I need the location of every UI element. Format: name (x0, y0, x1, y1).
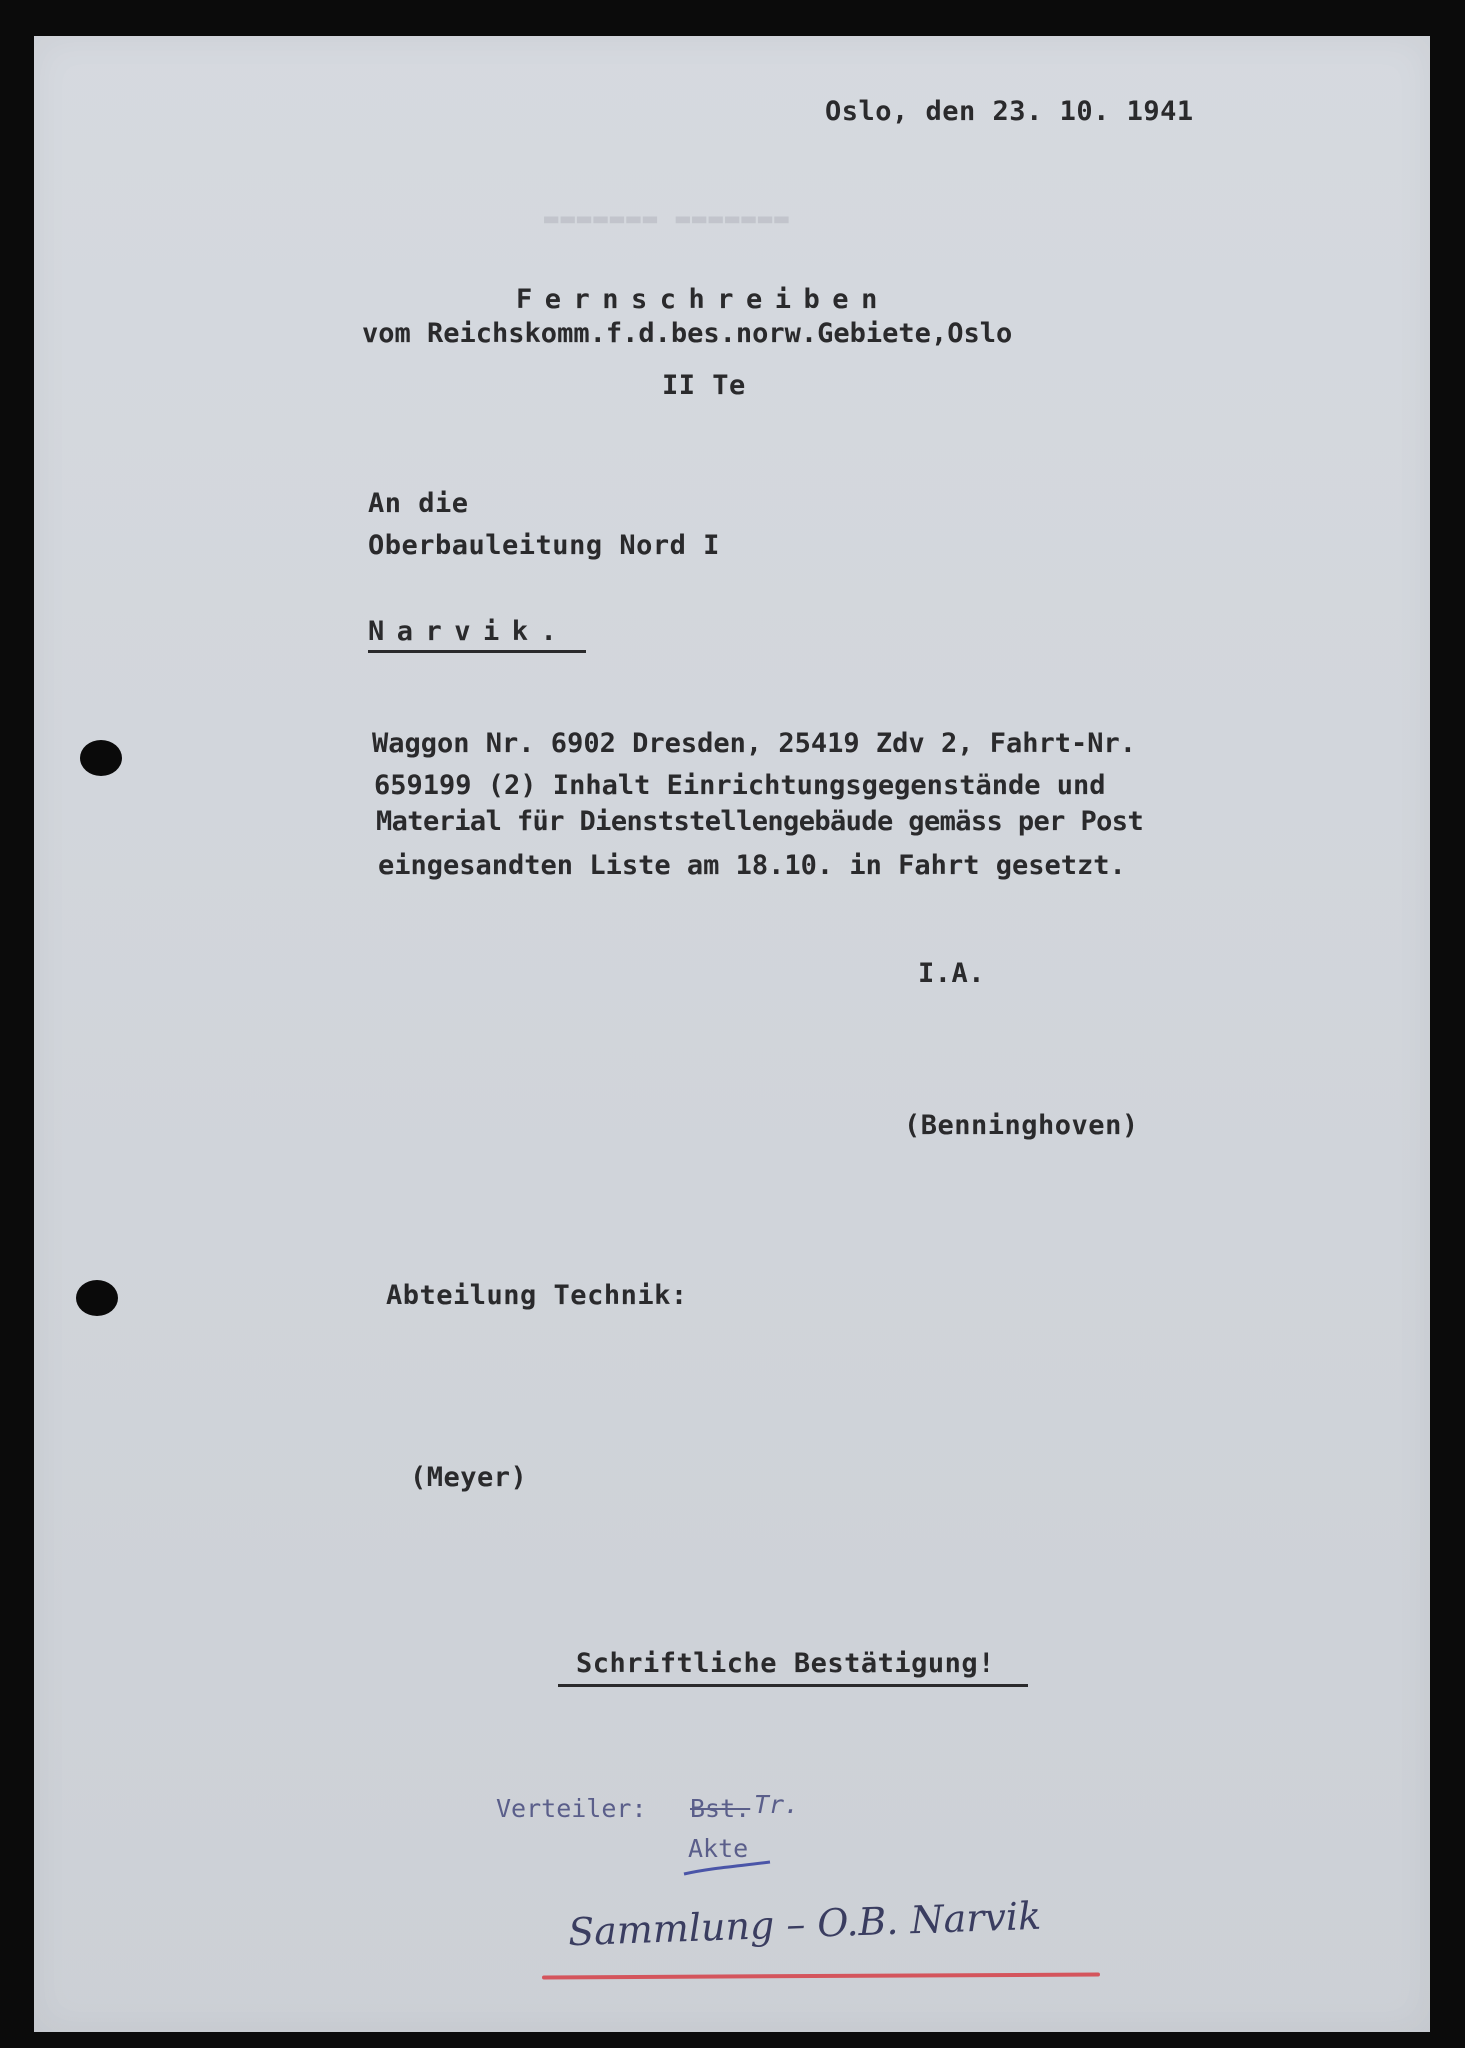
confirmation-underline (558, 1684, 1028, 1687)
signature-name: (Benninghoven) (904, 1110, 1139, 1141)
punch-hole-top (80, 740, 122, 776)
distribution-hand-note: Tr. (754, 1790, 800, 1819)
department-signatory: (Meyer) (410, 1462, 528, 1493)
bleed-through-mark: ▬▬▬▬▬▬▬ ▬▬▬▬▬▬▬ (544, 204, 791, 232)
distribution-akte: Akte (688, 1834, 749, 1863)
recipient-line-2: Oberbauleitung Nord I (368, 530, 720, 561)
body-line-1: Waggon Nr. 6902 Dresden, 25419 Zdv 2, Fahrt-Nr. (372, 728, 1137, 759)
confirmation-note: Schriftliche Bestätigung! (576, 1648, 995, 1679)
department-code: II Te (662, 370, 746, 401)
date-line: Oslo, den 23. 10. 1941 (825, 96, 1194, 127)
punch-hole-bottom (76, 1280, 118, 1316)
city-underline (368, 650, 586, 653)
distribution-struck-entry: Bst. (690, 1794, 751, 1823)
body-line-4: eingesandten Liste am 18.10. in Fahrt gesetzt. (378, 850, 1126, 881)
akte-underline-mark (680, 1858, 776, 1880)
body-line-3: Material für Dienststellengebäude gemäss per Post (376, 806, 1144, 837)
body-line-2: 659199 (2) Inhalt Einrichtungsgegenstände und (374, 770, 1106, 801)
recipient-city: Narvik. (368, 616, 570, 647)
handwritten-footer-note: Sammlung – O.B. Narvik (567, 1893, 1042, 1955)
distribution-label: Verteiler: (496, 1794, 647, 1823)
document-title: Fernschreiben (516, 284, 890, 315)
signature-ia: I.A. (918, 958, 986, 989)
department-label: Abteilung Technik: (386, 1280, 688, 1311)
recipient-line-1: An die (368, 488, 469, 519)
sender-line: vom Reichskomm.f.d.bes.norw.Gebiete,Oslo (362, 318, 1013, 349)
